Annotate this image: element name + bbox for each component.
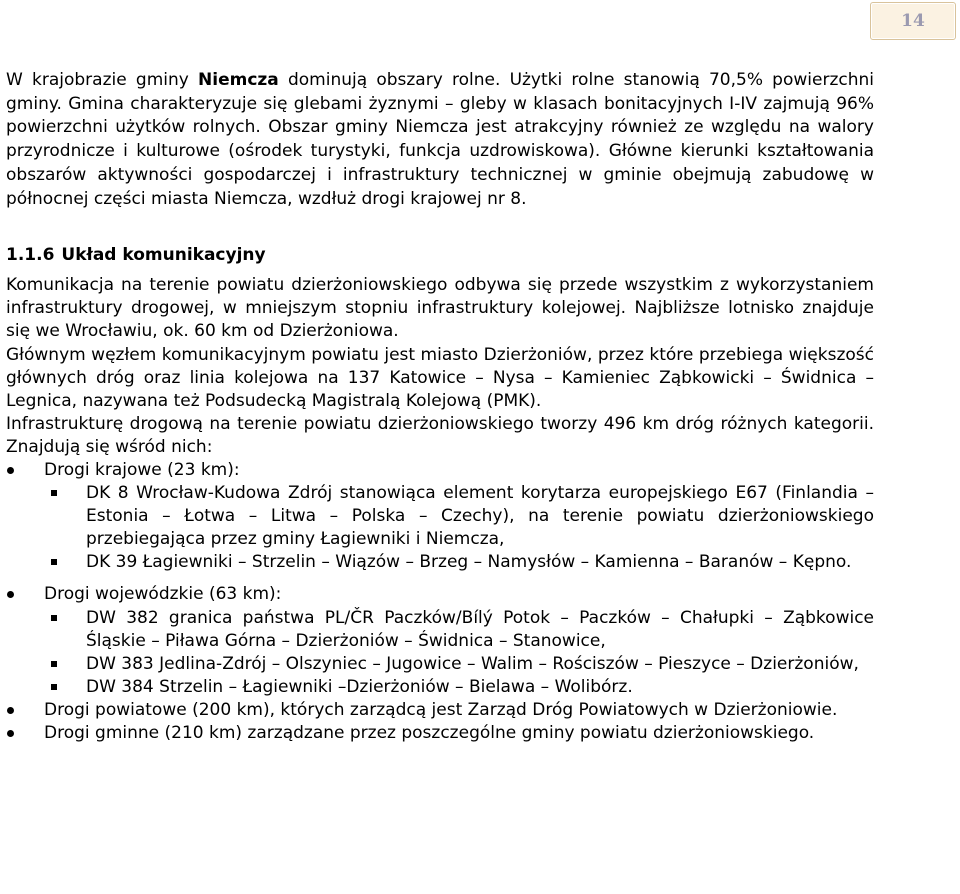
list-item-label: Drogi gminne (210 km) zarządzane przez poszczególne gminy powiatu dzierżoniowskiego. <box>44 723 815 743</box>
road-categories-list <box>6 459 874 745</box>
section-paragraph-2: Głównym węzłem komunikacyjnym powiatu jest miasto Dzierżoniów, przez które przebiega większość głównych dróg oraz linia kolejowa na 137 Katowice – Nysa – Kamieniec Ząbkowicki – Świdnica – Legnica, nazywana też Podsudecką Magistralą Kolejową (PMK). <box>6 344 874 411</box>
page-number-badge <box>870 2 956 40</box>
sublist-item-text: DW 382 granica państwa PL/ČR Paczków/Bílý Potok – Paczków – Chałupki – Ząbkowice Śląskie – Piława Górna – Dzierżoniów – Świdnica – Stanowice, <box>86 607 874 651</box>
bullet-dot-icon <box>7 467 14 474</box>
sublist-item-dw382 <box>6 607 874 653</box>
list-item-label: Drogi krajowe (23 km): <box>44 459 240 480</box>
list-item-label: Drogi powiatowe (200 km), których zarządcą jest Zarząd Dróg Powiatowych w Dzierżoniowie. <box>44 699 838 720</box>
sublist-item-dw384 <box>6 676 874 699</box>
sublist-item-dw383 <box>6 653 874 676</box>
bullet-square-icon <box>51 559 57 565</box>
document-body <box>6 69 874 745</box>
sublist-item-text: DK 39 Łagiewniki – Strzelin – Wiązów – Brzeg – Namysłów – Kamienna – Baranów – Kępno. <box>86 552 852 573</box>
section-number: 1.1.6 <box>6 245 55 266</box>
list-item-voivodeship-roads <box>6 583 874 698</box>
bullet-dot-icon <box>7 591 14 598</box>
sublist-item-text: DW 384 Strzelin – Łagiewniki –Dzierżoniów – Bielawa – Wolibórz. <box>86 676 633 697</box>
list-item-national-roads <box>6 459 874 574</box>
intro-text-rest: dominują obszary rolne. Użytki rolne stanowią 70,5% powierzchni gminy. Gmina charakteryzuje się glebami żyznymi – gleby w klasach bonitacyjnych I-IV zajmują 96% powierzchni użytków rolnych. Obszar gminy Niemcza jest atrakcyjny również ze względu na walory przyrodnicze i kulturowe (ośrodek turystyki, funkcja uzdrowiskowa). Główne kierunki kształtowania obszarów aktywności gospodarczej i infrastruktury technicznej w gminie obejmują zabudowę w północnej części miasta Niemcza, wzdłuż drogi krajowej nr 8. <box>6 70 874 209</box>
bullet-square-icon <box>51 684 57 690</box>
national-roads-sublist <box>44 482 874 574</box>
bullet-dot-icon <box>7 730 14 737</box>
intro-paragraph <box>6 69 874 211</box>
list-item-municipal-roads <box>6 722 874 745</box>
bullet-square-icon <box>51 615 57 621</box>
section-title: Układ komunikacyjny <box>61 245 266 266</box>
list-item-county-roads <box>6 699 874 722</box>
sublist-item-text: DW 383 Jedlina-Zdrój – Olszyniec – Jugowice – Walim – Rościszów – Pieszyce – Dzierżoniów, <box>86 653 859 674</box>
section-paragraph-1: Komunikacja na terenie powiatu dzierżoniowskiego odbywa się przede wszystkim z wykorzystaniem infrastruktury drogowej, w mniejszym stopniu infrastruktury kolejowej. Najbliższe lotnisko znajduje się we Wrocławiu, ok. 60 km od Dzierżoniowa. <box>6 275 874 342</box>
section-heading <box>6 243 874 267</box>
list-item-label: Drogi wojewódzkie (63 km): <box>44 584 282 605</box>
sublist-item-dk39 <box>6 551 874 574</box>
section-paragraph-3: Infrastrukturę drogową na terenie powiatu dzierżoniowskiego tworzy 496 km dróg różnych kategorii. Znajdują się wśród nich: <box>6 413 874 457</box>
intro-bold-municipality: Niemcza <box>198 70 279 90</box>
bullet-square-icon <box>51 490 57 496</box>
bullet-square-icon <box>51 661 57 667</box>
sublist-item-dk8 <box>6 482 874 551</box>
sublist-item-text: DK 8 Wrocław-Kudowa Zdrój stanowiąca element korytarza europejskiego E67 (Finlandia – Estonia – Łotwa – Litwa – Polska – Czechy), na terenie powiatu dzierżoniowskiego przebiegająca przez gminy Łagiewniki i Niemcza, <box>86 483 874 550</box>
intro-text-start: W krajobrazie gminy <box>6 70 199 90</box>
bullet-dot-icon <box>7 707 14 714</box>
page-number: 14 <box>901 11 925 31</box>
voivodeship-roads-sublist <box>44 607 874 699</box>
